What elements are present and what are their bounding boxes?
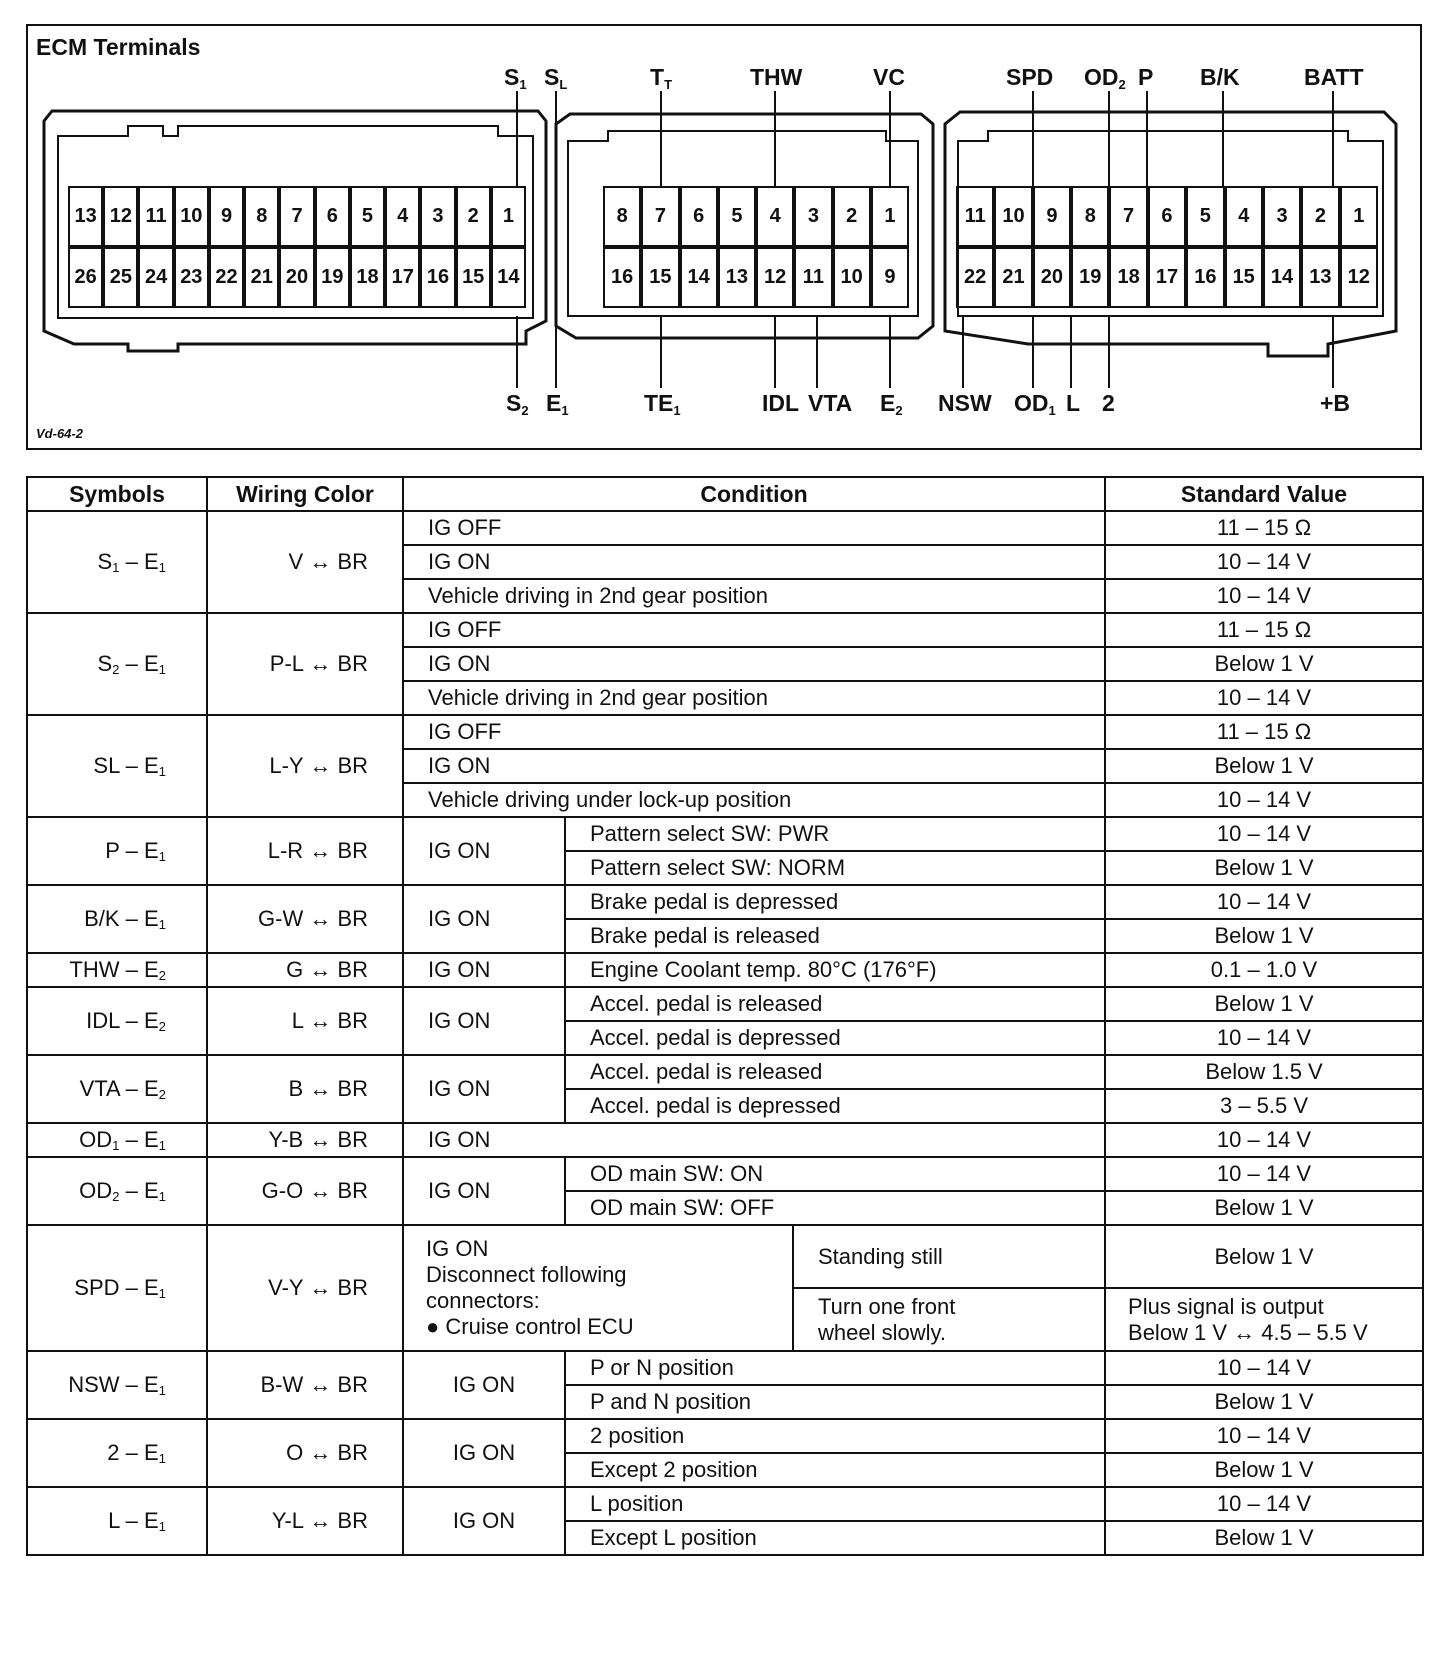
wiring-cell: L-R ↔ BR	[207, 817, 403, 885]
pin: 5	[350, 186, 385, 247]
condition-cell: Vehicle driving in 2nd gear position	[403, 681, 1105, 715]
table-row	[27, 1055, 1423, 1089]
wiring-cell: G ↔ BR	[207, 953, 403, 987]
subcondition-cell: Except L position	[565, 1521, 1105, 1555]
pin: 4	[756, 186, 794, 247]
table-row	[27, 1351, 1423, 1385]
pin: 14	[491, 247, 526, 308]
label-od1: $OD_1$	[1014, 390, 1056, 418]
symbol-cell: $S_1 - E_1$	[27, 511, 207, 613]
pin: 20	[279, 247, 314, 308]
pin: 13	[718, 247, 756, 308]
header-wiring-color: Wiring Color	[207, 477, 403, 511]
symbol-cell: VTA – $E_2$	[27, 1055, 207, 1123]
symbol-cell: P – $E_1$	[27, 817, 207, 885]
subcondition-cell	[793, 1288, 1105, 1351]
table-header-row	[27, 477, 1423, 511]
wiring-cell: V-Y ↔ BR	[207, 1225, 403, 1351]
pin: 3	[1263, 186, 1301, 247]
pin: 4	[1225, 186, 1263, 247]
spec-table	[26, 476, 1424, 1556]
table-row	[27, 817, 1423, 851]
value-cell: 10 – 14 V	[1105, 1351, 1423, 1385]
pin: 21	[994, 247, 1032, 308]
condition-cell: Vehicle driving in 2nd gear position	[403, 579, 1105, 613]
pin: 2	[456, 186, 491, 247]
subcondition-cell: OD main SW: ON	[565, 1157, 1105, 1191]
wiring-cell: Y-L ↔ BR	[207, 1487, 403, 1555]
connector-a-top-row	[68, 186, 526, 247]
subcondition-cell: Accel. pedal is depressed	[565, 1089, 1105, 1123]
label-sl: $S_L$	[544, 64, 568, 92]
condition-cell: IG OFF	[403, 715, 1105, 749]
value-cell: 0.1 – 1.0 V	[1105, 953, 1423, 987]
pin: 5	[718, 186, 756, 247]
wiring-cell: B-W ↔ BR	[207, 1351, 403, 1419]
subcondition-cell: Pattern select SW: PWR	[565, 817, 1105, 851]
label-bk: B/K	[1200, 64, 1240, 90]
table-row	[27, 953, 1423, 987]
pin: 16	[1186, 247, 1224, 308]
value-cell: Below 1 V	[1105, 919, 1423, 953]
pin: 10	[174, 186, 209, 247]
symbol-cell: $B/K - E_1$	[27, 885, 207, 953]
value-cell: Below 1 V	[1105, 1521, 1423, 1555]
symbol-cell: THW – $E_2$	[27, 953, 207, 987]
symbol-cell: NSW – $E_1$	[27, 1351, 207, 1419]
table-row	[27, 613, 1423, 647]
condition-cell: Vehicle driving under lock-up position	[403, 783, 1105, 817]
pin: 20	[1033, 247, 1071, 308]
label-vta: VTA	[808, 390, 853, 416]
header-standard-value: Standard Value	[1105, 477, 1423, 511]
value-cell: 10 – 14 V	[1105, 1487, 1423, 1521]
pin: 11	[794, 247, 832, 308]
wiring-cell: B ↔ BR	[207, 1055, 403, 1123]
value-cell	[1105, 1288, 1423, 1351]
pin: 1	[491, 186, 526, 247]
pin: 13	[1301, 247, 1339, 308]
value-cell: 11 – 15 Ω	[1105, 715, 1423, 749]
wiring-cell: G-O ↔ BR	[207, 1157, 403, 1225]
pin: 8	[244, 186, 279, 247]
value-cell: Below 1 V	[1105, 851, 1423, 885]
label-vc: VC	[873, 64, 905, 90]
pin: 2	[833, 186, 871, 247]
ecm-terminals-diagram	[26, 24, 1422, 450]
symbol-cell: L – $E_1$	[27, 1487, 207, 1555]
condition-cell	[403, 1225, 793, 1351]
condition-cell: IG ON	[403, 1419, 565, 1487]
connector-b-top-row	[603, 186, 909, 247]
pin: 7	[279, 186, 314, 247]
pin: 18	[1109, 247, 1147, 308]
value-cell: 10 – 14 V	[1105, 783, 1423, 817]
condition-cell: IG ON	[403, 1351, 565, 1419]
pin: 19	[1071, 247, 1109, 308]
pin: 10	[994, 186, 1032, 247]
pin: 22	[956, 247, 994, 308]
value-cell: 11 – 15 Ω	[1105, 511, 1423, 545]
pin: 11	[956, 186, 994, 247]
value-cell: 10 – 14 V	[1105, 579, 1423, 613]
condition-cell: IG ON	[403, 647, 1105, 681]
header-symbols: Symbols	[27, 477, 207, 511]
value-cell: 10 – 14 V	[1105, 1157, 1423, 1191]
symbol-cell: $OD_1 - E_1$	[27, 1123, 207, 1157]
subcondition-cell: Brake pedal is released	[565, 919, 1105, 953]
table-row	[27, 1123, 1423, 1157]
figure-reference: Vd-64-2	[36, 426, 83, 441]
value-cell: 10 – 14 V	[1105, 1123, 1423, 1157]
label-2: 2	[1102, 390, 1115, 416]
subcondition-cell: 2 position	[565, 1419, 1105, 1453]
table-row	[27, 885, 1423, 919]
symbol-cell: $2 - E_1$	[27, 1419, 207, 1487]
pin: 16	[603, 247, 641, 308]
pin: 8	[1071, 186, 1109, 247]
condition-cell: IG ON	[403, 817, 565, 885]
label-te1: $TE_1$	[644, 390, 681, 418]
value-cell: 10 – 14 V	[1105, 885, 1423, 919]
condition-cell: IG OFF	[403, 511, 1105, 545]
connector-c-bottom-row	[956, 247, 1378, 308]
value-cell: 10 – 14 V	[1105, 681, 1423, 715]
subcondition-cell: OD main SW: OFF	[565, 1191, 1105, 1225]
table-row	[27, 1487, 1423, 1521]
label-l: L	[1066, 390, 1081, 416]
pin: 14	[680, 247, 718, 308]
pin: 12	[756, 247, 794, 308]
condition-cell: IG ON	[403, 987, 565, 1055]
table-row	[27, 1419, 1423, 1453]
condition-cell: IG ON	[403, 1123, 1105, 1157]
subcondition-cell: Standing still	[793, 1225, 1105, 1288]
subcondition-cell: Accel. pedal is depressed	[565, 1021, 1105, 1055]
value-cell: Below 1 V	[1105, 647, 1423, 681]
connector-a-bottom-row	[68, 247, 526, 308]
symbol-cell: IDL – $E_2$	[27, 987, 207, 1055]
value-cell: 10 – 14 V	[1105, 1419, 1423, 1453]
subcondition-cell: Engine Coolant temp. 80°C (176°F)	[565, 953, 1105, 987]
pin: 12	[103, 186, 138, 247]
pin: 25	[103, 247, 138, 308]
symbol-cell: SPD – $E_1$	[27, 1225, 207, 1351]
label-s1: $S_1$	[504, 64, 527, 92]
connector-c	[956, 186, 1378, 308]
pin: 10	[833, 247, 871, 308]
pin: 17	[1148, 247, 1186, 308]
pin: 15	[456, 247, 491, 308]
pin: 17	[385, 247, 420, 308]
condition-cell: IG ON	[403, 953, 565, 987]
pin: 7	[1109, 186, 1147, 247]
subcondition-cell: Except 2 position	[565, 1453, 1105, 1487]
connector-b	[603, 186, 909, 308]
pin: 21	[244, 247, 279, 308]
table-row	[27, 1225, 1423, 1288]
wiring-cell: Y-B ↔ BR	[207, 1123, 403, 1157]
pin: 23	[174, 247, 209, 308]
wiring-cell: L ↔ BR	[207, 987, 403, 1055]
label-spd: SPD	[1006, 64, 1054, 90]
pin: 9	[1033, 186, 1071, 247]
label-thw: THW	[750, 64, 803, 90]
subcondition-cell: Brake pedal is depressed	[565, 885, 1105, 919]
subcondition-cell: P and N position	[565, 1385, 1105, 1419]
subcondition-cell: Accel. pedal is released	[565, 987, 1105, 1021]
condition-cell: IG ON	[403, 1157, 565, 1225]
pin: 11	[138, 186, 173, 247]
value-cell: Below 1 V	[1105, 1453, 1423, 1487]
wiring-cell: G-W ↔ BR	[207, 885, 403, 953]
value-cell: 10 – 14 V	[1105, 1021, 1423, 1055]
value-cell: Below 1 V	[1105, 1385, 1423, 1419]
wiring-cell: V ↔ BR	[207, 511, 403, 613]
table-row	[27, 511, 1423, 545]
pin: 12	[1340, 247, 1378, 308]
label-od2: $OD_2$	[1084, 64, 1126, 92]
label-plus-b: +B	[1320, 390, 1351, 416]
pin: 9	[209, 186, 244, 247]
pin: 8	[603, 186, 641, 247]
label-e2: $E_2$	[880, 390, 903, 418]
table-row	[27, 987, 1423, 1021]
value-cell: 11 – 15 Ω	[1105, 613, 1423, 647]
pin: 24	[138, 247, 173, 308]
pin: 15	[641, 247, 679, 308]
value-line: Below 1 V ↔ 4.5 – 5.5 V	[1128, 1319, 1368, 1345]
label-tt: $T_T$	[650, 64, 673, 92]
pin: 6	[1148, 186, 1186, 247]
condition-cell: IG ON	[403, 1487, 565, 1555]
symbol-cell: SL – $E_1$	[27, 715, 207, 817]
value-cell: 10 – 14 V	[1105, 817, 1423, 851]
symbol-cell: $OD_2 - E_1$	[27, 1157, 207, 1225]
label-s2: $S_2$	[506, 390, 529, 418]
value-cell: Below 1.5 V	[1105, 1055, 1423, 1089]
wiring-cell: P-L ↔ BR	[207, 613, 403, 715]
subcondition-cell: Pattern select SW: NORM	[565, 851, 1105, 885]
subcondition-cell: Accel. pedal is released	[565, 1055, 1105, 1089]
pin: 3	[420, 186, 455, 247]
table-row	[27, 715, 1423, 749]
pin: 2	[1301, 186, 1339, 247]
pin: 18	[350, 247, 385, 308]
value-cell: Below 1 V	[1105, 987, 1423, 1021]
pin: 16	[420, 247, 455, 308]
pin: 7	[641, 186, 679, 247]
pin: 22	[209, 247, 244, 308]
subcondition-cell: L position	[565, 1487, 1105, 1521]
subcondition-line: wheel slowly.	[818, 1319, 946, 1345]
connector-b-bottom-row	[603, 247, 909, 308]
pin: 5	[1186, 186, 1224, 247]
subcondition-cell: P or N position	[565, 1351, 1105, 1385]
pin: 9	[871, 247, 909, 308]
condition-line: connectors:	[426, 1288, 540, 1313]
value-line: Plus signal is output	[1128, 1293, 1324, 1319]
condition-cell: IG ON	[403, 749, 1105, 783]
label-batt: BATT	[1304, 64, 1364, 90]
pin: 6	[680, 186, 718, 247]
pin: 14	[1263, 247, 1301, 308]
value-cell: 10 – 14 V	[1105, 545, 1423, 579]
pin: 26	[68, 247, 103, 308]
condition-cell: IG ON	[403, 885, 565, 953]
label-p: P	[1138, 64, 1154, 90]
condition-line: Disconnect following	[426, 1262, 627, 1288]
wiring-cell: O ↔ BR	[207, 1419, 403, 1487]
value-cell: 3 – 5.5 V	[1105, 1089, 1423, 1123]
connector-c-top-row	[956, 186, 1378, 247]
pin: 1	[871, 186, 909, 247]
pin: 3	[794, 186, 832, 247]
pin: 19	[315, 247, 350, 308]
value-cell: Below 1 V	[1105, 1191, 1423, 1225]
pin: 15	[1225, 247, 1263, 308]
subcondition-line: Turn one front	[818, 1293, 956, 1319]
label-nsw: NSW	[938, 390, 992, 416]
pin: 1	[1340, 186, 1378, 247]
condition-cell: IG OFF	[403, 613, 1105, 647]
pin: 4	[385, 186, 420, 247]
label-idl: IDL	[762, 390, 800, 416]
diagram-title: ECM Terminals	[36, 34, 201, 60]
pin: 13	[68, 186, 103, 247]
pin: 6	[315, 186, 350, 247]
condition-line: IG ON	[426, 1236, 489, 1262]
wiring-cell: L-Y ↔ BR	[207, 715, 403, 817]
condition-line: ● Cruise control ECU	[426, 1313, 634, 1339]
value-cell: Below 1 V	[1105, 1225, 1423, 1288]
condition-cell: IG ON	[403, 1055, 565, 1123]
value-cell: Below 1 V	[1105, 749, 1423, 783]
table-row	[27, 1157, 1423, 1191]
label-e1: $E_1$	[546, 390, 569, 418]
condition-cell: IG ON	[403, 545, 1105, 579]
connector-a	[68, 186, 526, 308]
symbol-cell: $S_2 - E_1$	[27, 613, 207, 715]
header-condition: Condition	[403, 477, 1105, 511]
